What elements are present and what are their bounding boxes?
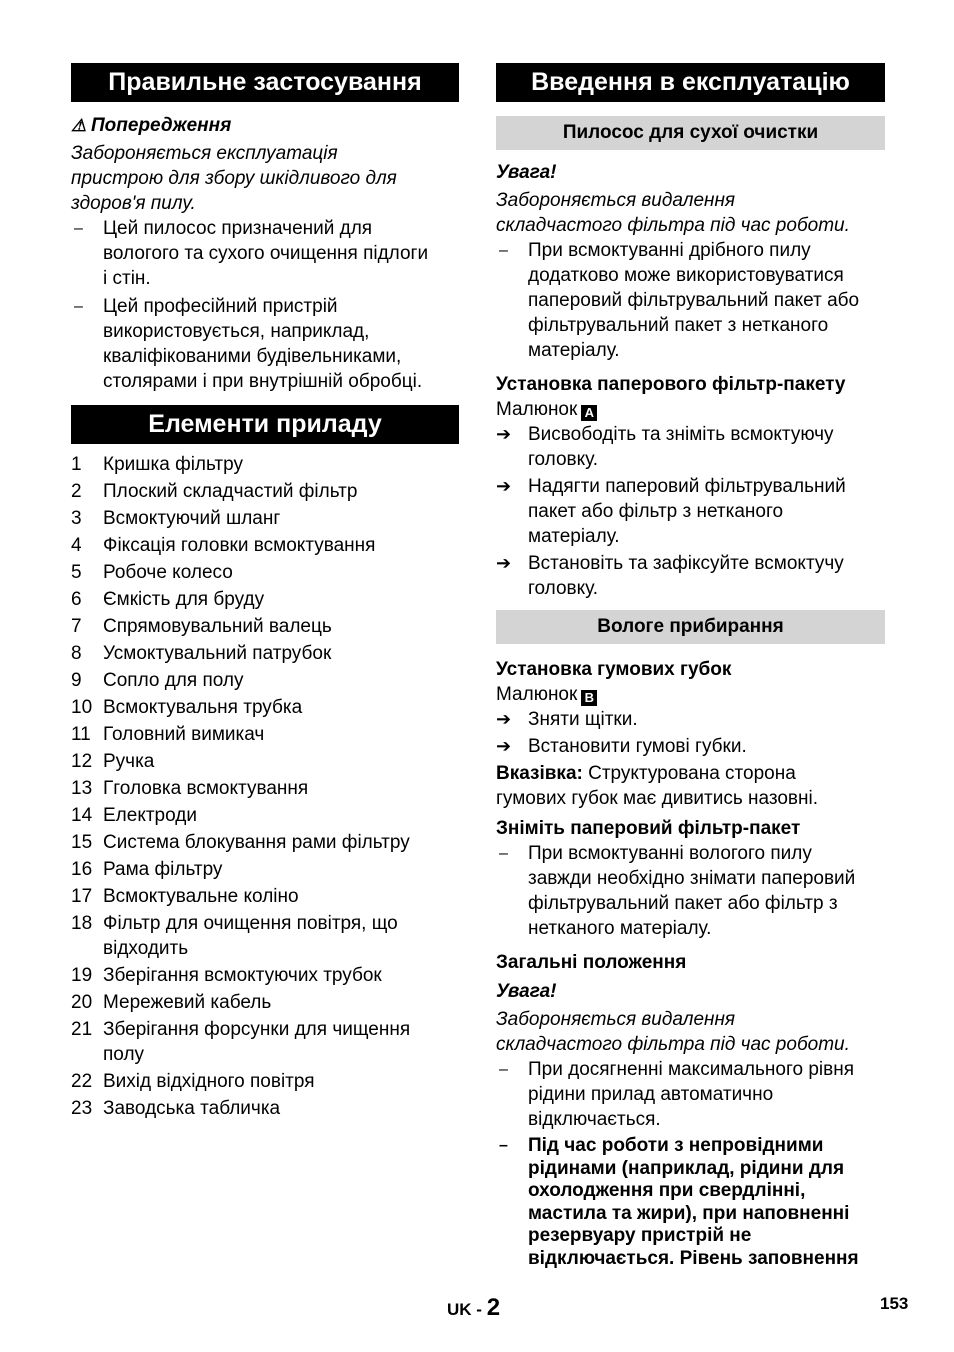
text-line: пакет або фільтр з нетканого: [528, 501, 784, 522]
text-line: полу: [103, 1044, 145, 1065]
dash-bullet: –: [74, 298, 83, 315]
element-label: [103, 668, 244, 693]
text-line: нетканого матеріалу.: [528, 918, 712, 939]
text-line: Висвободіть та зніміть всмоктуючу: [528, 424, 834, 445]
element-label: [103, 749, 154, 774]
section-title-proper-use: Правильне застосування: [71, 63, 459, 102]
warning-text: [71, 141, 459, 216]
text-line: мастила та жири), при наповненні: [528, 1202, 850, 1224]
text-line: Надягти паперовий фільтрувальний: [528, 476, 846, 497]
text-line: Цей професійний пристрій: [103, 296, 338, 317]
text-line: охолодження при свердлінні,: [528, 1180, 806, 1201]
element-label: [103, 587, 264, 612]
element-list-item: [71, 1017, 459, 1067]
element-list-item: [71, 776, 459, 801]
warning-text-line: пристрою для збору шкідливого для: [71, 168, 397, 189]
paper-filter-heading: Установка паперового фільтр-пакету: [496, 374, 846, 395]
right-column: [496, 63, 885, 1270]
note: [496, 761, 885, 786]
warning-label: Попередження: [91, 115, 232, 136]
element-list-item: [71, 857, 459, 882]
element-list-item: [71, 560, 459, 585]
element-list-item: [71, 452, 459, 477]
element-number: 8: [71, 643, 82, 664]
text-line: Зберігання форсунки для чищення: [103, 1019, 411, 1040]
footer-page-number: 153: [880, 1294, 909, 1313]
list-item: [496, 1057, 885, 1132]
text-line: Всмоктувальня трубка: [103, 697, 303, 718]
text-line: паперовий фільтрувальний пакет або: [528, 290, 860, 311]
text-line: вологого та сухого очищення підлоги: [103, 243, 429, 264]
text-line: фільтрувальний пакет або фільтр з: [528, 893, 838, 914]
text-line: складчастого фільтра під час роботи.: [496, 1034, 850, 1055]
text-line: Спрямовувальний валець: [103, 616, 332, 637]
list-item: [71, 294, 459, 394]
text-line: відключається.: [528, 1109, 661, 1130]
element-label: [103, 1017, 410, 1067]
note-text: Структурована сторона: [588, 763, 796, 784]
text-line: Електроди: [103, 805, 197, 826]
section-title-device-elements: Елементи приладу: [71, 405, 459, 444]
element-list-item: [71, 695, 459, 720]
dash-bullet: –: [499, 242, 508, 259]
text-line: Робоче колесо: [103, 562, 233, 583]
list-item-bold: [496, 1135, 885, 1270]
footer-separator: -: [476, 1300, 482, 1319]
step-item: [496, 422, 885, 472]
text-line: При досягненні максимального рівня: [528, 1059, 854, 1080]
element-label: [103, 479, 357, 504]
element-number: 16: [71, 859, 93, 880]
text-line: Під час роботи з непровідними: [528, 1135, 824, 1156]
text-line: фільтрувальний пакет з нетканого: [528, 315, 829, 336]
figure-label: Малюнок: [496, 684, 578, 705]
general-provisions-heading: Загальні положення: [496, 952, 687, 973]
element-list-item: [71, 614, 459, 639]
element-list-item: [71, 479, 459, 504]
caution-text: [496, 1007, 885, 1057]
element-number: 15: [71, 832, 93, 853]
element-label: [103, 533, 375, 558]
text-line: Кришка фільтру: [103, 454, 243, 475]
text-line: відходить: [103, 938, 189, 959]
step-item: [496, 734, 885, 759]
dash-bullet: –: [74, 220, 83, 237]
text-line: Фіксація головки всмоктування: [103, 535, 376, 556]
element-label: [103, 776, 308, 801]
text-line: Ємкість для бруду: [103, 589, 265, 610]
step-text: [528, 422, 834, 472]
text-line: Забороняється видалення: [496, 190, 736, 211]
footer-language-code: UK: [447, 1300, 472, 1319]
step-text: Зняти щітки.: [528, 709, 638, 730]
text-line: Плоский складчастий фільтр: [103, 481, 358, 502]
caution-text: [496, 188, 885, 238]
element-number: 4: [71, 535, 82, 556]
element-label: [103, 695, 302, 720]
text-line: Мережевий кабель: [103, 992, 272, 1013]
footer-chapter-number: 2: [486, 1294, 501, 1321]
list-item: [71, 216, 459, 291]
caution-label: Увага!: [496, 981, 557, 1002]
left-column: [71, 63, 459, 1123]
device-elements-list: [71, 452, 459, 1121]
list-item: [496, 238, 885, 363]
element-number: 1: [71, 454, 82, 475]
warning-text-line: Забороняється експлуатація: [71, 143, 338, 164]
element-label: [103, 830, 410, 855]
element-number: 17: [71, 886, 93, 907]
text-line: головку.: [528, 449, 599, 470]
text-line: і стін.: [103, 268, 151, 289]
list-item-text: [528, 841, 855, 941]
element-number: 7: [71, 616, 82, 637]
step-item: [496, 551, 885, 601]
figure-letter-badge: A: [581, 405, 597, 421]
element-label: [103, 506, 280, 531]
arrow-right-icon: ➔: [496, 424, 512, 444]
element-number: 18: [71, 913, 93, 934]
element-label: [103, 857, 222, 882]
subsection-title-dry-vacuum: Пилосос для сухої очистки: [496, 116, 885, 150]
text-line: Гголовка всмоктування: [103, 778, 309, 799]
figure-reference: [496, 397, 885, 422]
arrow-right-icon: ➔: [496, 553, 512, 573]
text-line: Всмоктуючий шланг: [103, 508, 281, 529]
warning-text-line: здоров'я пилу.: [71, 193, 196, 214]
text-line: Всмоктувальне коліно: [103, 886, 299, 907]
dash-bullet: –: [499, 845, 508, 862]
text-line: При всмоктуванні дрібного пилу: [528, 240, 811, 261]
step-text: Встановити гумові губки.: [528, 736, 747, 757]
note-text-continued: гумових губок має дивитись назовні.: [496, 788, 819, 809]
element-label: [103, 884, 299, 909]
element-list-item: [71, 533, 459, 558]
element-list-item: [71, 668, 459, 693]
text-line: Фільтр для очищення повітря, що: [103, 913, 398, 934]
element-number: 22: [71, 1071, 93, 1092]
element-list-item: [71, 722, 459, 747]
element-number: 9: [71, 670, 82, 691]
text-line: Головний вимикач: [103, 724, 265, 745]
element-list-item: [71, 911, 459, 961]
text-line: кваліфікованими будівельниками,: [103, 346, 402, 367]
element-list-item: [71, 963, 459, 988]
text-line: Система блокування рами фільтру: [103, 832, 410, 853]
section-title-commissioning: Введення в експлуатацію: [496, 63, 885, 102]
figure-letter-badge: B: [581, 690, 597, 706]
element-list-item: [71, 830, 459, 855]
element-label: [103, 1096, 280, 1121]
text-line: Забороняється видалення: [496, 1009, 736, 1030]
element-number: 6: [71, 589, 82, 610]
text-line: рідини прилад автоматично: [528, 1084, 774, 1105]
element-number: 21: [71, 1019, 93, 1040]
text-line: Ручка: [103, 751, 155, 772]
text-line: При всмоктуванні вологого пилу: [528, 843, 812, 864]
list-item-text: [103, 294, 422, 394]
step-item: [496, 474, 885, 549]
element-number: 13: [71, 778, 93, 799]
text-line: Цей пилосос призначений для: [103, 218, 373, 239]
element-number: 14: [71, 805, 93, 826]
element-label: [103, 911, 398, 961]
text-line: Рама фільтру: [103, 859, 223, 880]
element-number: 11: [71, 724, 91, 745]
element-label: [103, 963, 382, 988]
element-list-item: [71, 884, 459, 909]
element-number: 5: [71, 562, 82, 583]
text-line: резервуару пристрій не: [528, 1225, 752, 1246]
element-number: 20: [71, 992, 93, 1013]
arrow-right-icon: ➔: [496, 736, 512, 756]
element-list-item: [71, 587, 459, 612]
figure-label: Малюнок: [496, 399, 578, 420]
text-line: додатково може використовуватися: [528, 265, 844, 286]
text-line: Вихід відхідного повітря: [103, 1071, 315, 1092]
element-label: [103, 614, 332, 639]
element-list-item: [71, 641, 459, 666]
text-line: рідинами (наприклад, рідини для: [528, 1157, 845, 1179]
element-number: 12: [71, 751, 93, 772]
element-label: [103, 803, 197, 828]
element-list-item: [71, 506, 459, 531]
step-text: [528, 551, 844, 601]
text-line: відключається. Рівень заповнення: [528, 1247, 859, 1269]
element-list-item: [71, 803, 459, 828]
text-line: використовується, наприклад,: [103, 321, 370, 342]
text-line: Сопло для полу: [103, 670, 244, 691]
text-line: складчастого фільтра під час роботи.: [496, 215, 850, 236]
element-list-item: [71, 1096, 459, 1121]
element-number: 3: [71, 508, 82, 529]
list-item: [496, 841, 885, 941]
element-number: 19: [71, 965, 93, 986]
rubber-lips-heading: Установка гумових губок: [496, 659, 732, 680]
step-item: [496, 707, 885, 732]
step-text: [528, 474, 846, 549]
subsection-title-wet-cleaning: Вологе прибирання: [496, 610, 885, 644]
footer-chapter: [447, 1294, 500, 1322]
warning-heading: [71, 113, 459, 138]
arrow-right-icon: ➔: [496, 476, 512, 496]
element-number: 10: [71, 697, 93, 718]
text-line: матеріалу.: [528, 340, 620, 361]
element-list-item: [71, 990, 459, 1015]
text-line: головку.: [528, 578, 599, 599]
list-item-text: [103, 216, 428, 291]
note-label: Вказівка:: [496, 763, 583, 784]
caution-label: Увага!: [496, 162, 557, 183]
text-line: Усмоктувальний патрубок: [103, 643, 332, 664]
element-label: [103, 641, 331, 666]
list-item-text: [528, 1135, 859, 1270]
dash-bullet: –: [499, 1137, 508, 1154]
warning-triangle-icon: ⚠: [71, 116, 87, 135]
element-label: [103, 990, 271, 1015]
arrow-right-icon: ➔: [496, 709, 512, 729]
element-list-item: [71, 749, 459, 774]
text-line: столярами і при внутрішній обробці.: [103, 371, 423, 392]
element-number: 23: [71, 1098, 93, 1119]
element-label: [103, 1069, 315, 1094]
text-line: Заводська табличка: [103, 1098, 281, 1119]
text-line: Встановіть та зафіксуйте всмоктучу: [528, 553, 844, 574]
text-line: завжди необхідно знімати паперовий: [528, 868, 856, 889]
element-label: [103, 722, 264, 747]
remove-paper-filter-heading: Зніміть паперовий фільтр-пакет: [496, 818, 801, 839]
list-item-text: [528, 238, 859, 363]
figure-reference: [496, 682, 885, 707]
dash-bullet: –: [499, 1061, 508, 1078]
text-line: Зберігання всмоктуючих трубок: [103, 965, 382, 986]
element-list-item: [71, 1069, 459, 1094]
element-number: 2: [71, 481, 82, 502]
element-label: [103, 560, 233, 585]
list-item-text: [528, 1057, 854, 1132]
text-line: матеріалу.: [528, 526, 620, 547]
element-label: [103, 452, 243, 477]
